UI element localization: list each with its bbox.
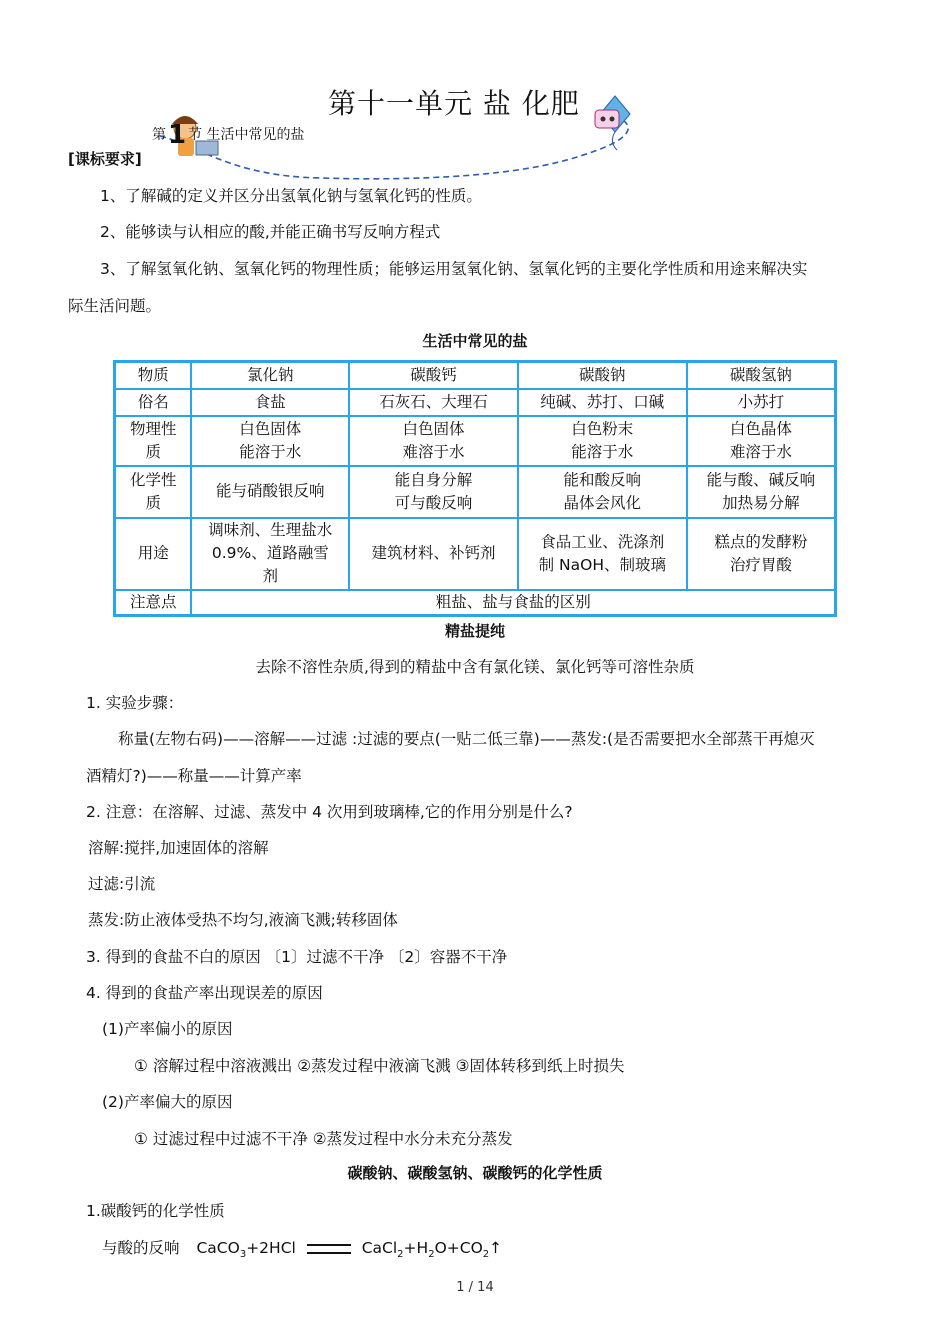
row-label-line: 质 [145, 442, 161, 461]
cell-line: 治疗胃酸 [729, 555, 792, 574]
table-title: 生活中常见的盐 [422, 332, 528, 350]
row-label-line: 质 [145, 493, 161, 512]
section-number: 1 [168, 120, 187, 150]
eq-subscript: 3 [239, 1249, 247, 1261]
table-cell [518, 518, 687, 590]
requirement-item-2: 2、能够读与认相应的酸,并能正确书写反响方程式 [100, 223, 441, 241]
purify-intro: 去除不溶性杂质,得到的精盐中含有氯化镁、氯化钙等可溶性杂质 [255, 658, 695, 676]
table-row-physical [115, 416, 836, 466]
cell-line: 建筑材料、补钙剂 [371, 544, 496, 562]
cell-line: 能与硝酸银反响 [216, 482, 325, 500]
table-cell [687, 518, 836, 590]
row-label: 注意点 [115, 590, 192, 616]
eq-subscript: 2 [428, 1249, 435, 1261]
table-cell: 食盐 [191, 389, 349, 416]
evaporate-note: 蒸发:防止液体受热不均匀,液滴飞溅;转移固体 [88, 911, 398, 929]
high-yield-items: ① 过滤过程中过滤不干净 ②蒸发过程中水分未充分蒸发 [134, 1130, 513, 1148]
table-row-usage [115, 518, 836, 590]
row-label [115, 416, 192, 466]
chem-title: 碳酸钠、碳酸氢钠、碳酸钙的化学性质 [347, 1164, 603, 1182]
row-label: 俗名 [115, 389, 192, 416]
cell-line: 能与酸、碱反响 [706, 470, 816, 489]
requirements-label: [课标要求] [68, 150, 142, 168]
table-cell [349, 518, 518, 590]
table-row-note [115, 590, 836, 616]
eq-subscript: 2 [482, 1249, 490, 1261]
header-cell: 物质 [115, 362, 192, 389]
table-cell [191, 518, 349, 590]
steps-line-1: 称量(左物右码)——溶解——过滤 :过滤的要点(一贴二低三靠)——蒸发:(是否需要把水全部蒸干再熄灭 [118, 730, 815, 748]
eq-product: O+CO [434, 1239, 483, 1257]
low-yield-items: ① 溶解过程中溶液溅出 ②蒸发过程中液滴飞溅 ③固体转移到纸上时损失 [134, 1057, 625, 1075]
cell-line: 白色固体 [402, 419, 465, 438]
requirement-item-3-cont: 际生活问题。 [68, 297, 162, 315]
cell-line: 食品工业、洗涤剂 [540, 532, 665, 551]
section-heading [152, 116, 305, 150]
gas-arrow-icon: ↑ [489, 1239, 503, 1257]
eq-product: +H [403, 1239, 429, 1257]
row-label [115, 466, 192, 518]
eq-reactant: CaCO [196, 1239, 240, 1257]
cell-line: 能和酸反响 [563, 470, 642, 489]
header-cell: 碳酸钙 [349, 362, 518, 389]
requirement-item-3: 3、了解氢氧化钠、氢氧化钙的物理性质；能够运用氢氧化钠、氢氧化钙的主要化学性质和用途来解决实 [100, 260, 808, 278]
table-cell [518, 416, 687, 466]
acid-reaction-label: 与酸的反响 [102, 1239, 180, 1257]
row-label-line: 物理性 [129, 419, 177, 438]
steps-line-2: 酒精灯?)——称量——计算产率 [86, 767, 302, 785]
cell-line: 0.9%、道路融雪 [211, 544, 329, 562]
cell-line: 晶体会风化 [563, 493, 642, 512]
table-cell: 纯碱、苏打、口碱 [518, 389, 687, 416]
table-cell [687, 416, 836, 466]
glass-rod-question: 2. 注意：在溶解、过滤、蒸发中 4 次用到玻璃棒,它的作用分别是什么? [86, 803, 573, 821]
common-salts-table [113, 360, 837, 617]
table-cell: 石灰石、大理石 [349, 389, 518, 416]
not-white-reason: 3. 得到的食盐不白的原因 〔1〕过滤不干净 〔2〕容器不干净 [86, 948, 508, 966]
cell-line: 加热易分解 [722, 493, 800, 512]
section-prefix: 第 [152, 127, 166, 143]
equals-sign-icon [307, 1244, 351, 1254]
cell-line: 白色晶体 [729, 419, 792, 438]
table-header-row [115, 362, 836, 389]
row-label-line: 化学性 [129, 470, 177, 489]
unit-title: 第十一单元 盐 化肥 [328, 87, 580, 120]
yield-error-question: 4. 得到的食盐产率出现误差的原因 [86, 984, 323, 1002]
cell-line: 难溶于水 [729, 442, 792, 461]
page-number: 1 / 14 [456, 1280, 494, 1295]
requirement-item-1: 1、了解碱的定义并区分出氢氧化钠与氢氧化钙的性质。 [100, 187, 482, 205]
table-cell [349, 466, 518, 518]
table-cell [349, 416, 518, 466]
purify-title: 精盐提纯 [444, 622, 505, 640]
chemical-equation [196, 1239, 503, 1261]
header-cell: 碳酸氢钠 [687, 362, 836, 389]
filter-note: 过滤:引流 [88, 875, 156, 893]
eq-reactant: +2HCl [246, 1239, 296, 1257]
cell-line: 能自身分解 [394, 470, 473, 489]
table-row-chemical [115, 466, 836, 518]
section-suffix: 节 生活中常见的盐 [188, 127, 305, 143]
header-cell: 氯化钠 [191, 362, 349, 389]
cell-line: 剂 [262, 567, 279, 585]
cell-line: 能溶于水 [239, 442, 302, 461]
cell-line: 制 NaOH、制玻璃 [538, 555, 666, 574]
cell-line: 糕点的发酵粉 [714, 532, 808, 551]
table-cell [191, 466, 349, 518]
cell-line: 可与酸反响 [394, 493, 473, 512]
low-yield-label: (1)产率偏小的原因 [102, 1020, 233, 1038]
eq-product: CaCl [361, 1239, 398, 1257]
cell-line: 白色固体 [239, 419, 302, 438]
cell-line: 白色粉末 [571, 419, 634, 438]
table-cell: 粗盐、盐与食盐的区别 [191, 590, 835, 616]
cell-line: 难溶于水 [402, 442, 465, 461]
robot-icon [595, 110, 619, 128]
high-yield-label: (2)产率偏大的原因 [102, 1093, 233, 1111]
header-cell: 碳酸钠 [518, 362, 687, 389]
cell-line: 能溶于水 [571, 442, 634, 461]
eq-subscript: 2 [397, 1249, 404, 1261]
caco3-label: 1.碳酸钙的化学性质 [86, 1202, 225, 1220]
table-cell [687, 466, 836, 518]
acid-reaction-line [102, 1236, 502, 1260]
row-label: 用途 [115, 518, 192, 590]
table-cell [191, 416, 349, 466]
cell-line: 调味剂、生理盐水 [208, 521, 333, 539]
steps-label: 1. 实验步骤： [86, 694, 184, 712]
table-cell: 小苏打 [687, 389, 836, 416]
table-cell [518, 466, 687, 518]
dissolve-note: 溶解:搅拌,加速固体的溶解 [88, 839, 269, 857]
table-row-nickname [115, 389, 836, 416]
